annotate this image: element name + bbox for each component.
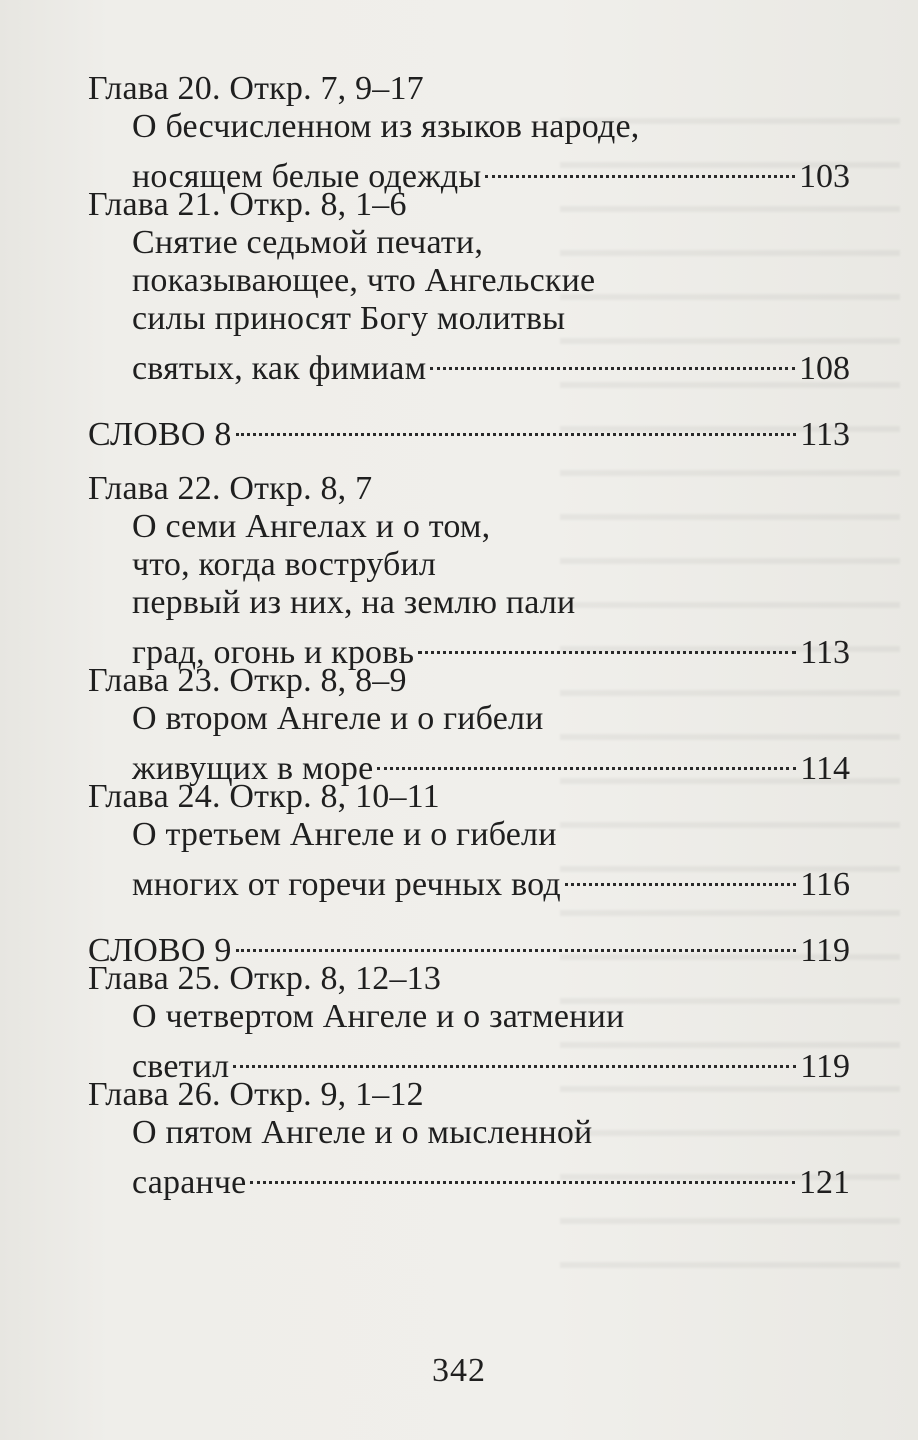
toc-entry-chapter-25: [88, 960, 850, 1085]
dot-leader: [236, 911, 797, 952]
chapter-title-line: Снятие седьмой печати,: [132, 224, 484, 261]
toc-entry-chapter-22: [88, 470, 850, 671]
chapter-title-text: саранче: [132, 1164, 247, 1201]
word-line: [88, 920, 850, 969]
toc-entry-chapter-26: [88, 1076, 850, 1201]
page-number: 116: [800, 866, 850, 903]
word-title: СЛОВО 8: [88, 416, 232, 453]
chapter-title-last-line: [88, 338, 850, 387]
chapter-heading: Глава 20. Откр. 7, 9–17: [88, 70, 424, 107]
page-number: 119: [800, 932, 850, 969]
toc-entry-word-8: [88, 404, 850, 453]
chapter-title-last-line: [88, 622, 850, 671]
chapter-heading: Глава 25. Откр. 8, 12–13: [88, 960, 442, 997]
toc-entry-word-9: [88, 920, 850, 969]
dot-leader: [565, 845, 796, 886]
page-number: 108: [799, 350, 850, 387]
word-line: [88, 404, 850, 453]
table-of-contents: [88, 70, 850, 1201]
page-number: 114: [800, 750, 850, 787]
toc-entry-chapter-23: [88, 662, 850, 787]
chapter-title-last-line: [88, 146, 850, 195]
chapter-title-text: носящем белые одежды: [132, 158, 482, 195]
chapter-title-line: показывающее, что Ангельские: [132, 262, 596, 299]
chapter-title-line: силы приносят Богу молитвы: [132, 300, 566, 337]
page-number: 113: [800, 634, 850, 671]
chapter-title-line: О пятом Ангеле и о мысленной: [132, 1114, 593, 1151]
chapter-title-text: многих от горечи речных вод: [132, 866, 561, 903]
chapter-heading: Глава 21. Откр. 8, 1–6: [88, 186, 407, 223]
toc-entry-chapter-20: [88, 70, 850, 195]
chapter-title-text: светил: [132, 1048, 230, 1085]
page-number: 119: [800, 1048, 850, 1085]
page-number: 113: [800, 416, 850, 453]
chapter-title-last-line: [88, 854, 850, 903]
word-title: СЛОВО 9: [88, 932, 232, 969]
chapter-heading: Глава 22. Откр. 8, 7: [88, 470, 373, 507]
chapter-title-line: что, когда вострубил: [132, 546, 437, 583]
dot-leader: [236, 395, 797, 436]
page-number: 121: [799, 1164, 850, 1201]
chapter-title-line: О втором Ангеле и о гибели: [132, 700, 544, 737]
dot-leader: [250, 1143, 795, 1184]
chapter-title-line: первый из них, на землю пали: [132, 584, 576, 621]
dot-leader: [485, 137, 795, 178]
chapter-title-last-line: [88, 1036, 850, 1085]
chapter-title-text: град, огонь и кровь: [132, 634, 415, 671]
chapter-heading: Глава 23. Откр. 8, 8–9: [88, 662, 407, 699]
chapter-heading: Глава 26. Откр. 9, 1–12: [88, 1076, 424, 1113]
chapter-title-line: О бесчисленном из языков народе,: [132, 108, 640, 145]
folio-page-number: 342: [432, 1352, 486, 1389]
toc-entry-chapter-24: [88, 778, 850, 903]
chapter-title-text: живущих в море: [132, 750, 374, 787]
toc-entry-chapter-21: [88, 186, 850, 387]
dot-leader: [233, 1027, 796, 1068]
chapter-heading: Глава 24. Откр. 8, 10–11: [88, 778, 440, 815]
chapter-title-line: О четвертом Ангеле и о затмении: [132, 998, 625, 1035]
dot-leader: [430, 329, 795, 370]
page-number: 103: [799, 158, 850, 195]
chapter-title-last-line: [88, 738, 850, 787]
chapter-title-last-line: [88, 1152, 850, 1201]
dot-leader: [377, 729, 796, 770]
dot-leader: [418, 613, 796, 654]
chapter-title-line: О третьем Ангеле и о гибели: [132, 816, 557, 853]
chapter-title-text: святых, как фимиам: [132, 350, 427, 387]
chapter-title-line: О семи Ангелах и о том,: [132, 508, 491, 545]
